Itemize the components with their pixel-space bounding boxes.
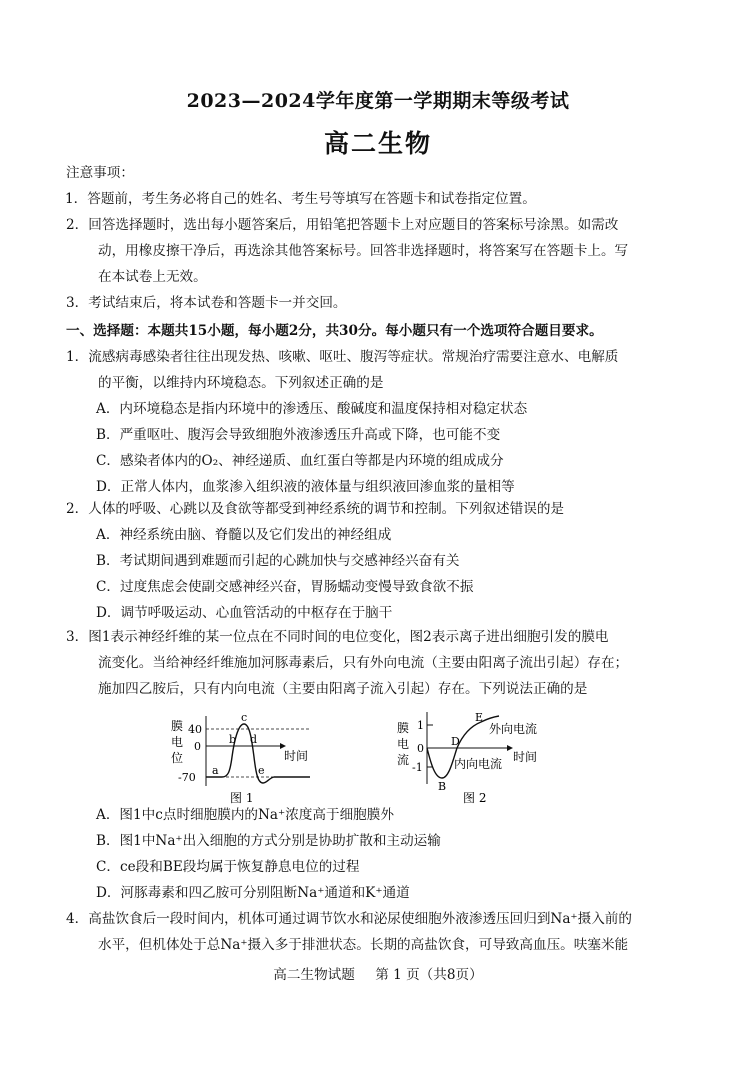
question-stem: 4．高盐饮食后一段时间内，机体可通过调节饮水和泌尿使细胞外液渗透压回归到Na⁺摄入前的 bbox=[66, 911, 632, 927]
fig2-xlabel: 时间 bbox=[513, 750, 538, 764]
footer-page-number: 第 1 页（共8页） bbox=[375, 967, 483, 983]
option-b: B．考试期间遇到难题而引起的心跳加快与交感神经兴奋有关 bbox=[96, 553, 460, 569]
fig1-ylabel: 电 bbox=[171, 735, 184, 749]
option-c: C．感染者体内的O₂、神经递质、血红蛋白等都是内环境的组成成分 bbox=[96, 453, 504, 469]
exam-title: 2023—2024学年度第一学期期末等级考试 bbox=[186, 90, 570, 112]
question-stem: 2．人体的呼吸、心跳以及食欲等都受到神经系统的调节和控制。下列叙述错误的是 bbox=[66, 501, 565, 517]
question-stem: 流变化。当给神经纤维施加河豚毒素后，只有外向电流（主要由阳离子流出引起）存在； bbox=[98, 655, 629, 671]
option-a: A．神经系统由脑、脊髓以及它们发出的神经组成 bbox=[96, 527, 392, 543]
figure-1 bbox=[168, 712, 318, 804]
question-3-options bbox=[66, 802, 706, 906]
fig2-tick-0: 0 bbox=[417, 742, 424, 755]
option-d: D．正常人体内，血浆渗入组织液的液体量与组织液回渗血浆的量相等 bbox=[96, 479, 515, 495]
question-stem: 的平衡，以维持内环境稳态。下列叙述正确的是 bbox=[98, 375, 384, 391]
notice-heading: 注意事项： bbox=[66, 165, 134, 181]
fig1-tick-0: 0 bbox=[194, 740, 201, 753]
figure-2 bbox=[395, 708, 555, 804]
option-a: A．图1中c点时细胞膜内的Na⁺浓度高于细胞膜外 bbox=[96, 807, 394, 823]
fig2-ylabel: 流 bbox=[397, 753, 410, 767]
fig2-ylabel: 膜 bbox=[397, 721, 410, 735]
option-d: D．河豚毒素和四乙胺可分别阻断Na⁺通道和K⁺通道 bbox=[96, 885, 410, 901]
section-heading: 一、选择题：本题共15小题，每小题2分，共30分。每小题只有一个选项符合题目要求。 bbox=[66, 323, 603, 339]
fig1-tick-neg70: -70 bbox=[178, 771, 196, 784]
fig1-point-d: d bbox=[250, 733, 258, 746]
question-stem: 施加四乙胺后，只有内向电流（主要由阳离子流入引起）存在。下列说法正确的是 bbox=[98, 681, 588, 697]
fig1-point-c: c bbox=[241, 712, 248, 724]
fig2-point-d: D bbox=[451, 735, 460, 748]
fig2-ylabel: 电 bbox=[397, 737, 410, 751]
notice-item: 在本试卷上无效。 bbox=[98, 269, 207, 285]
option-b: B．图1中Na⁺出入细胞的方式分别是协助扩散和主动运输 bbox=[96, 833, 441, 849]
fig1-xlabel: 时间 bbox=[284, 749, 309, 763]
notice-item: 3．考试结束后，将本试卷和答题卡一并交回。 bbox=[66, 295, 347, 311]
fig2-outward-label: 外向电流 bbox=[489, 722, 538, 736]
exam-subject: 高二生物 bbox=[323, 129, 432, 158]
option-d: D．调节呼吸运动、心血管活动的中枢存在于脑干 bbox=[96, 605, 393, 621]
option-b: B．严重呕吐、腹泻会导致细胞外液渗透压升高或下降，也可能不变 bbox=[96, 427, 501, 443]
question-4 bbox=[66, 906, 706, 958]
fig1-point-b: b bbox=[229, 733, 237, 746]
page-footer bbox=[0, 963, 756, 983]
fig1-caption: 图 1 bbox=[230, 791, 254, 804]
option-a: A．内环境稳态是指内环境中的渗透压、酸碱度和温度保持相对稳定状态 bbox=[96, 401, 528, 417]
notice-section bbox=[66, 160, 706, 316]
question-2 bbox=[66, 496, 706, 626]
option-c: C．过度焦虑会使副交感神经兴奋，胃肠蠕动变慢导致食欲不振 bbox=[96, 579, 474, 595]
option-c: C．ce段和BE段均属于恢复静息电位的过程 bbox=[96, 859, 360, 875]
question-stem: 3．图1表示神经纤维的某一位点在不同时间的电位变化，图2表示离子进出细胞引发的膜电 bbox=[66, 629, 609, 645]
fig2-caption: 图 2 bbox=[463, 791, 487, 804]
fig2-tick-neg1: -1 bbox=[412, 761, 423, 774]
fig2-tick-1: 1 bbox=[417, 719, 424, 732]
fig1-point-a: a bbox=[212, 764, 219, 777]
notice-item: 1．答题前，考生务必将自己的姓名、考生号等填写在答题卡和试卷指定位置。 bbox=[65, 191, 536, 207]
question-stem: 1．流感病毒感染者往往出现发热、咳嗽、呕吐、腹泻等症状。常规治疗需要注意水、电解质 bbox=[66, 349, 619, 365]
fig1-ylabel: 位 bbox=[171, 751, 184, 765]
question-1 bbox=[66, 344, 706, 500]
notice-item: 动，用橡皮擦干净后，再选涂其他答案标号。回答非选择题时，将答案写在答题卡上。写 bbox=[98, 243, 629, 259]
question-3 bbox=[66, 624, 706, 702]
fig2-inward-label: 内向电流 bbox=[454, 757, 503, 771]
notice-item: 2．回答选择题时，选出每小题答案后，用铅笔把答题卡上对应题目的答案标号涂黑。如需改 bbox=[66, 217, 619, 233]
fig1-ylabel: 膜 bbox=[171, 719, 184, 733]
fig2-point-e: E bbox=[475, 711, 484, 724]
question-stem: 水平，但机体处于总Na⁺摄入多于排泄状态。长期的高盐饮食，可导致高血压。呋塞米能 bbox=[98, 937, 629, 953]
fig1-tick-40: 40 bbox=[188, 723, 202, 736]
fig1-point-e: e bbox=[258, 764, 265, 777]
footer-subject: 高二生物试题 bbox=[273, 967, 355, 983]
fig2-point-b: B bbox=[438, 780, 447, 793]
